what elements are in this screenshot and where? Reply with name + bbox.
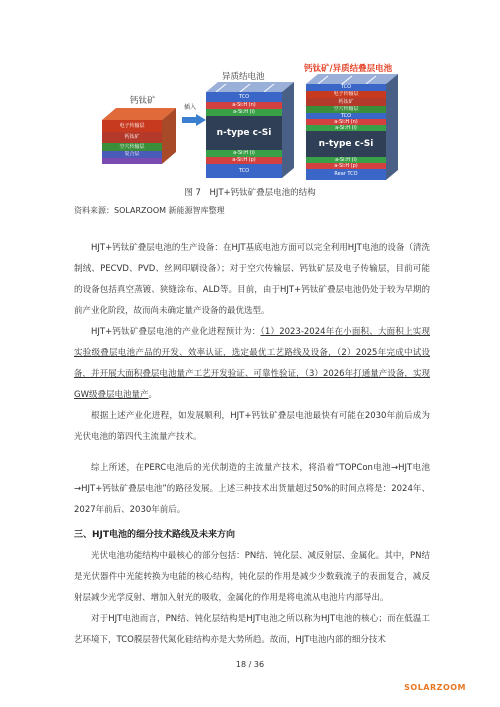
layer-label: a-Si:H (i)	[233, 109, 255, 115]
layer-label: a-Si:H (p)	[334, 163, 358, 169]
insert-arrow-icon	[182, 114, 206, 126]
layer-label: 空穴传输层	[333, 106, 359, 112]
layer-label: a-Si:H (n)	[334, 119, 358, 125]
paragraph-outlook: 根据上述产业化进程，如发展顺利，HJT+钙钛矿叠层电池最快有可能在2030年前后成为光伏电池的第四代主流量产技术。	[74, 411, 430, 442]
tandem-cell-label: 钙钛矿/异质结叠层电池	[304, 64, 393, 74]
hjt-cell-label: 异质结电池	[222, 72, 265, 82]
paragraph-industrialization	[74, 322, 430, 406]
layer-label: Rear TCO	[334, 171, 358, 177]
paragraph-industrialization-timeline: （1）2023-2024年在小面积、大面积上实现实验级叠层电池产品的开发、效率认证，选定最优工艺路线及设备，（2）2025年完成中试设备，并开展大面积叠层电池量产工艺开发验证、可靠性验证，（3）2026年打通量产设备，实现GW级叠层电池量产	[74, 327, 430, 400]
layer-label: 钙钛矿	[338, 99, 354, 105]
layer-label: n-type c-Si	[216, 128, 272, 138]
cell-structure-figure	[96, 56, 406, 180]
paragraph-summary: 综上所述，在PERC电池后的光伏制造的主流量产技术，将沿着“TOPCon电池→HJT电池→HJT+钙钛矿叠层电池”的路径发展。上述三种技术出货量超过50%的时间点将是：2024年、2027年前后、2030年前后。	[74, 463, 430, 515]
paragraph-hjt-core: 对于HJT电池而言，PN结、钝化层结构是HJT电池之所以称为HJT电池的核心；而在低温工艺环境下，TCO膜层替代氮化硅结构亦是大势所趋。故而，HJT电池内部的细分技术	[74, 614, 430, 645]
paragraph-industrialization-intro: HJT+钙钛矿叠层电池的产业化进程预计为：	[91, 327, 261, 337]
layer-label: a-Si:H (i)	[233, 150, 255, 156]
layer-label: 电子传输层	[119, 123, 145, 129]
layer-label: a-Si:H (i)	[335, 125, 357, 131]
layer-label: TCO	[340, 84, 352, 90]
layer-label: TCO	[238, 94, 250, 100]
layer-label: a-Si:H (n)	[232, 102, 256, 108]
brand-logo: SOLARZOOM	[404, 683, 466, 692]
paragraph-cell-structure: 光伏电池功能结构中最核心的部分包括：PN结、钝化层、减反射层、金属化。其中，PN结是光伏器件中光能转换为电能的核心结构，钝化层的作用是减少少数载流子的表面复合，减反射层减少光学反射、增加入射光的吸收，金属化的作用是将电流从电池片内部导出。	[74, 551, 430, 603]
layer-label: TCO	[238, 168, 250, 174]
paragraph-equipment: HJT+钙钛矿叠层电池的生产设备：在HJT基底电池方面可以完全利用HJT电池的设备（清洗制绒、PECVD、PVD、丝网印刷设备）；对于空穴传输层、钙钛矿层及电子传输层，目前可能的设备包括真空蒸镀、狭缝涂布、ALD等。目前，由于HJT+钙钛矿叠层电池仍处于较为早期的前产业化阶段，故而尚未确定量产设备的最优选型。	[74, 243, 430, 316]
insert-label: 插入	[184, 104, 197, 111]
layer-label: n-type c-Si	[318, 139, 374, 149]
figure-caption: 图 7 HJT+钙钛矿叠层电池的结构	[184, 188, 316, 198]
figure-source: 资料来源：SOLARZOOM 新能源智库整理	[74, 206, 225, 215]
layer-label: a-Si:H (i)	[335, 157, 357, 163]
layer-label: 电子传输层	[333, 91, 359, 97]
page-number: 18 / 36	[235, 660, 265, 669]
layer-label: a-Si:H (p)	[232, 157, 256, 163]
layer-label: 钙钛矿	[124, 134, 140, 140]
section-heading: 三、HJT电池的细分技术路线及未来方向	[74, 530, 236, 540]
perovskite-label: 钙钛矿	[130, 96, 156, 106]
paragraph-industrialization-end: 。	[148, 390, 158, 400]
layer-label: 空穴传输层	[119, 144, 145, 150]
layer-label: 复合层	[124, 151, 140, 157]
layer-label: TCO	[340, 113, 352, 119]
